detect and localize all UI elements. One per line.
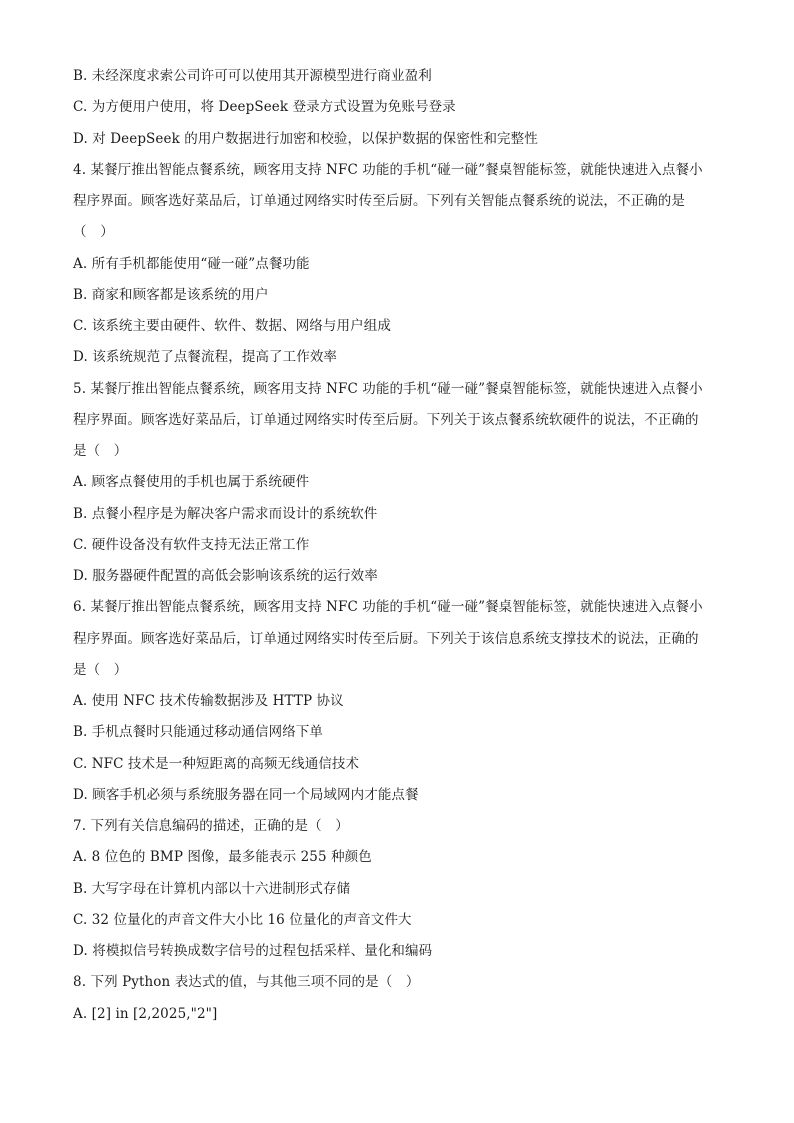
option-text: D. 将模拟信号转换成数字信号的过程包括采样、量化和编码 [73, 943, 433, 959]
question-stem: 程序界面。顾客选好菜品后，订单通过网络实时传至后厨。下列关于该信息系统支撑技术的说法，正确的 [73, 631, 699, 647]
option-text: A. [2] in [2,2025,"2"] [73, 1006, 218, 1022]
question-stem: 程序界面。顾客选好菜品后，订单通过网络实时传至后厨。下列关于该点餐系统软硬件的说法，不正确的 [73, 412, 699, 428]
option-text: D. 该系统规范了点餐流程，提高了工作效率 [73, 349, 338, 365]
option-text: C. 硬件设备没有软件支持无法正常工作 [73, 537, 310, 553]
option-text: D. 对 DeepSeek 的用户数据进行加密和校验，以保护数据的保密性和完整性 [73, 131, 538, 147]
option-text: B. 商家和顾客都是该系统的用户 [73, 287, 269, 303]
option-text: A. 8 位色的 BMP 图像，最多能表示 255 种颜色 [73, 849, 372, 865]
option-text: D. 服务器硬件配置的高低会影响该系统的运行效率 [73, 568, 378, 584]
option-text: B. 手机点餐时只能通过移动通信网络下单 [73, 724, 324, 740]
option-text: C. 32 位量化的声音文件大小比 16 位量化的声音文件大 [73, 912, 412, 928]
option-text: C. NFC 技术是一种短距离的高频无线通信技术 [73, 756, 360, 772]
question-stem: （ ） [73, 224, 114, 240]
option-text: D. 顾客手机必须与系统服务器在同一个局域网内才能点餐 [73, 787, 419, 803]
option-text: A. 使用 NFC 技术传输数据涉及 HTTP 协议 [73, 693, 344, 709]
option-text: A. 所有手机都能使用“碰一碰”点餐功能 [73, 256, 310, 272]
question-stem: 6. 某餐厅推出智能点餐系统，顾客用支持 NFC 功能的手机“碰一碰”餐桌智能标签，就能快速进入点餐小 [73, 599, 703, 615]
question-stem: 是（ ） [73, 443, 128, 459]
question-stem: 4. 某餐厅推出智能点餐系统，顾客用支持 NFC 功能的手机“碰一碰”餐桌智能标签，就能快速进入点餐小 [73, 162, 703, 178]
question-stem: 8. 下列 Python 表达式的值，与其他三项不同的是（ ） [73, 974, 420, 990]
option-text: C. 为方便用户使用，将 DeepSeek 登录方式设置为免账号登录 [73, 99, 456, 115]
question-stem: 7. 下列有关信息编码的描述，正确的是（ ） [73, 818, 349, 834]
option-text: B. 未经深度求索公司许可可以使用其开源模型进行商业盈利 [73, 68, 432, 84]
option-text: C. 该系统主要由硬件、软件、数据、网络与用户组成 [73, 318, 391, 334]
option-text: A. 顾客点餐使用的手机也属于系统硬件 [73, 474, 310, 490]
question-stem: 5. 某餐厅推出智能点餐系统，顾客用支持 NFC 功能的手机“碰一碰”餐桌智能标签，就能快速进入点餐小 [73, 381, 703, 397]
question-stem: 是（ ） [73, 662, 128, 678]
option-text: B. 大写字母在计算机内部以十六进制形式存储 [73, 881, 351, 897]
question-stem: 程序界面。顾客选好菜品后，订单通过网络实时传至后厨。下列有关智能点餐系统的说法，不正确的是 [73, 193, 685, 209]
option-text: B. 点餐小程序是为解决客户需求而设计的系统软件 [73, 506, 378, 522]
